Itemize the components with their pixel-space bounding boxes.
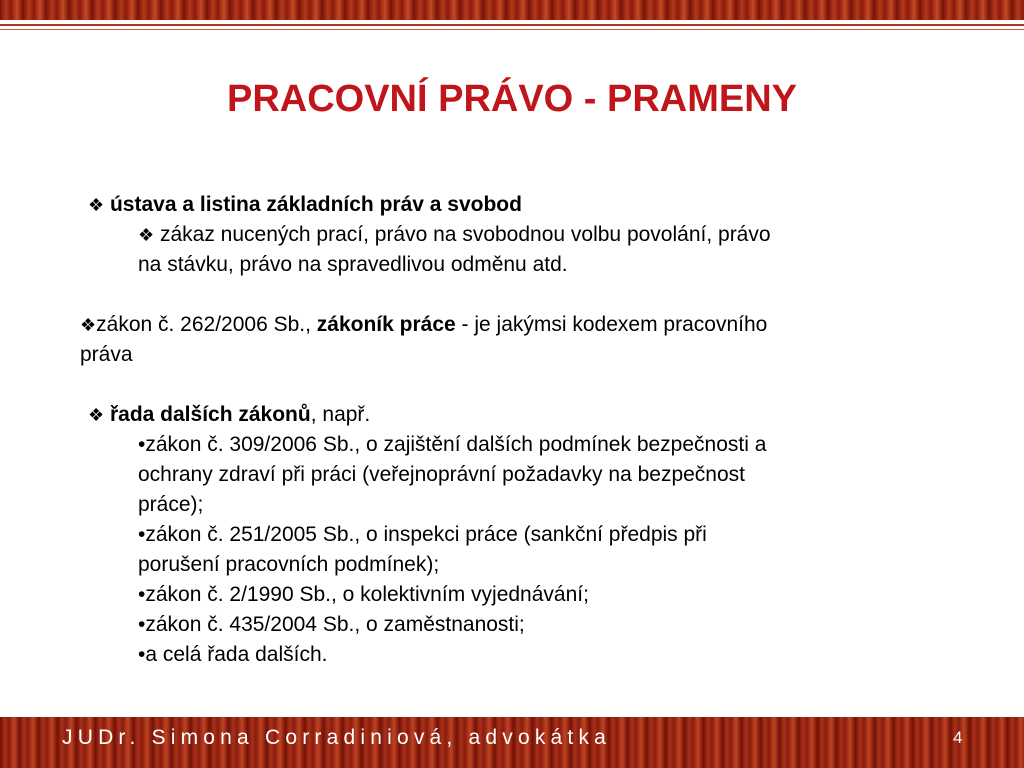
list-item: práce); — [138, 493, 204, 516]
labour-code-bold: zákoník práce — [316, 313, 456, 336]
detail-line-1: zákaz nucených prací, právo na svobodnou volbu povolání, právo — [159, 223, 771, 246]
other-laws-suffix: , např. — [310, 403, 371, 426]
list-item: •a celá řada dalších. — [138, 643, 328, 666]
list-item: •zákon č. 251/2005 Sb., o inspekci práce (sankční předpis při — [138, 523, 707, 546]
list-item: •zákon č. 309/2006 Sb., o zajištění dalších podmínek bezpečnosti a — [138, 433, 767, 456]
section-constitution-detail — [88, 220, 948, 280]
top-divider-line-thin — [0, 29, 1024, 30]
slide-title: PRACOVNÍ PRÁVO - PRAMENY — [226, 78, 798, 120]
list-item: •zákon č. 435/2004 Sb., o zaměstnanosti; — [138, 613, 525, 636]
list-item: porušení pracovních podmínek); — [138, 553, 440, 576]
diamond-bullet-icon: ❖ — [88, 195, 105, 215]
diamond-bullet-icon: ❖ — [88, 405, 105, 425]
section-other-laws — [88, 400, 948, 430]
list-item: ochrany zdraví při práci (veřejnoprávní požadavky na bezpečnost — [138, 463, 745, 486]
list-item: •zákon č. 2/1990 Sb., o kolektivním vyjednávání; — [138, 583, 589, 606]
labour-code-line-2: práva — [80, 343, 133, 366]
diamond-bullet-icon: ❖ — [80, 315, 97, 335]
labour-code-text-before: zákon č. 262/2006 Sb., — [96, 313, 317, 336]
other-laws-list — [88, 430, 948, 670]
other-laws-heading: řada dalších zákonů — [109, 403, 311, 426]
section-constitution — [88, 190, 948, 220]
labour-code-text-after: - je jakýmsi kodexem pracovního — [455, 313, 768, 336]
top-decorative-band — [0, 0, 1024, 20]
section-constitution-heading: ústava a listina základních práv a svobod — [109, 193, 522, 216]
slide-content — [80, 190, 948, 670]
diamond-bullet-icon: ❖ — [138, 225, 155, 245]
footer-author: JUDr. Simona Corradiniová, advokátka — [62, 726, 612, 749]
top-divider-line — [0, 24, 1024, 26]
page-number: 4 — [953, 728, 963, 747]
section-labour-code — [80, 310, 948, 370]
detail-line-2: na stávku, právo na spravedlivou odměnu atd. — [138, 253, 568, 276]
